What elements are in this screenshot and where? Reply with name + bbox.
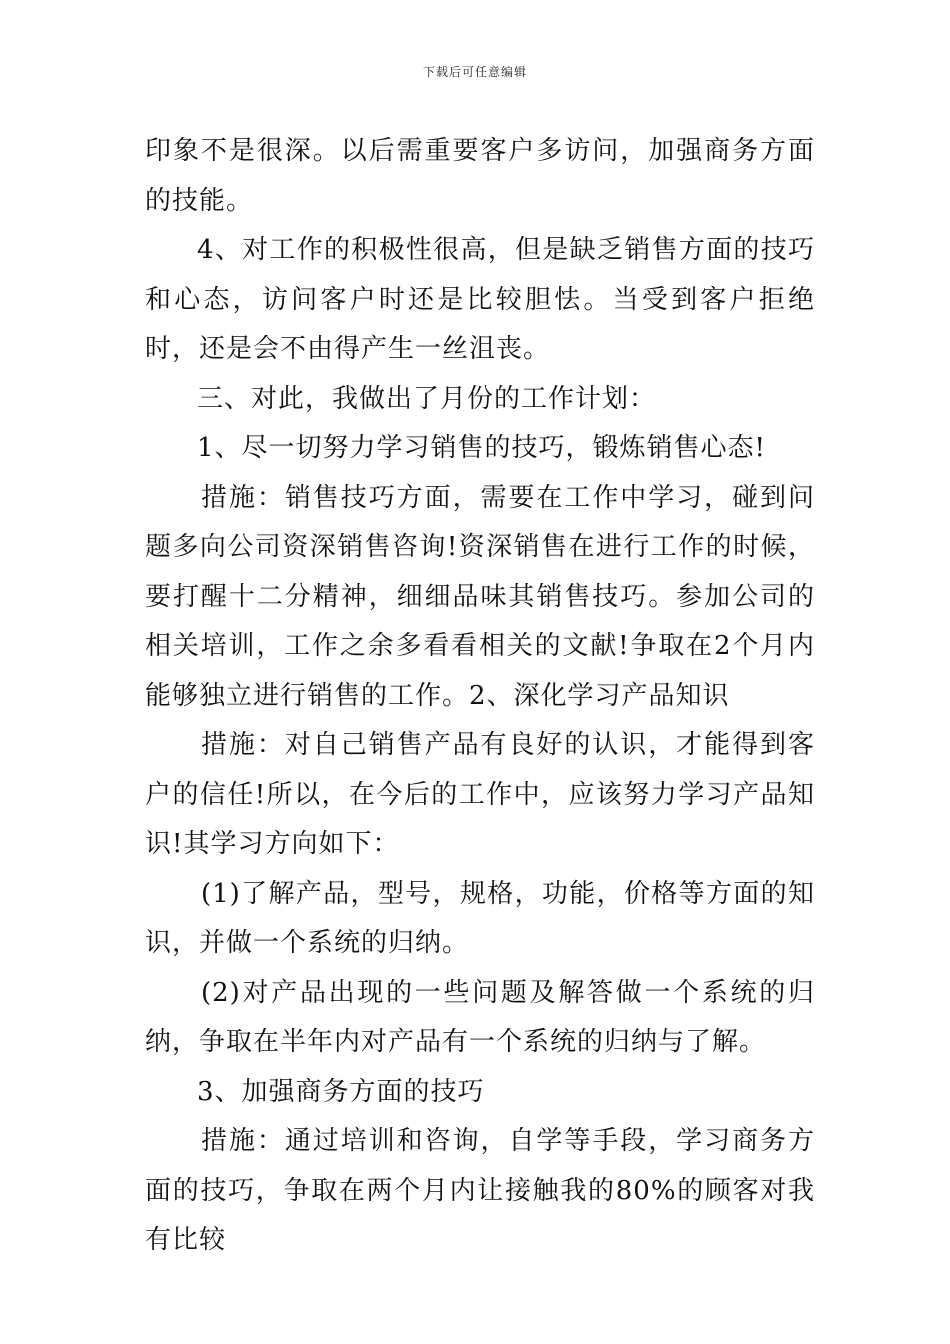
paragraph-10: 措施：通过培训和咨询，自学等手段，学习商务方面的技巧，争取在两个月内让接触我的80%的顾客对我有比较: [145, 1126, 815, 1255]
paragraph-7: (1)了解产品，型号，规格，功能，价格等方面的知识，并做一个系统的归纳。: [145, 878, 815, 958]
paragraph-6: 措施：对自己销售产品有良好的认识，才能得到客户的信任!所以，在今后的工作中，应该努力学习产品知识!其学习方向如下：: [145, 730, 815, 859]
paragraph-8: (2)对产品出现的一些问题及解答做一个系统的归纳，争取在半年内对产品有一个系统的归纳与了解。: [145, 977, 815, 1057]
paragraph-2: 4、对工作的积极性很高，但是缺乏销售方面的技巧和心态，访问客户时还是比较胆怯。当受到客户拒绝时，还是会不由得产生一丝沮丧。: [145, 235, 815, 364]
page-header: 下载后可任意编辑: [422, 65, 527, 79]
paragraph-4: 1、尽一切努力学习销售的技巧，锻炼销售心态!: [197, 433, 766, 463]
paragraph-9: 3、加强商务方面的技巧: [197, 1076, 485, 1107]
paragraph-5: 措施：销售技巧方面，需要在工作中学习，碰到问题多向公司资深销售咨询!资深销售在进行工作的时候，要打醒十二分精神，细细品味其销售技巧。参加公司的相关培训，工作之余多看看相关的文献!争取在2个月内能够独立进行销售的工作。2、深化学习产品知识: [145, 482, 815, 711]
document-body: [145, 127, 815, 1266]
paragraph-3: 三、对此，我做出了月份的工作计划：: [197, 383, 657, 414]
paragraph-1: 印象不是很深。以后需重要客户多访问，加强商务方面的技能。: [145, 136, 815, 216]
